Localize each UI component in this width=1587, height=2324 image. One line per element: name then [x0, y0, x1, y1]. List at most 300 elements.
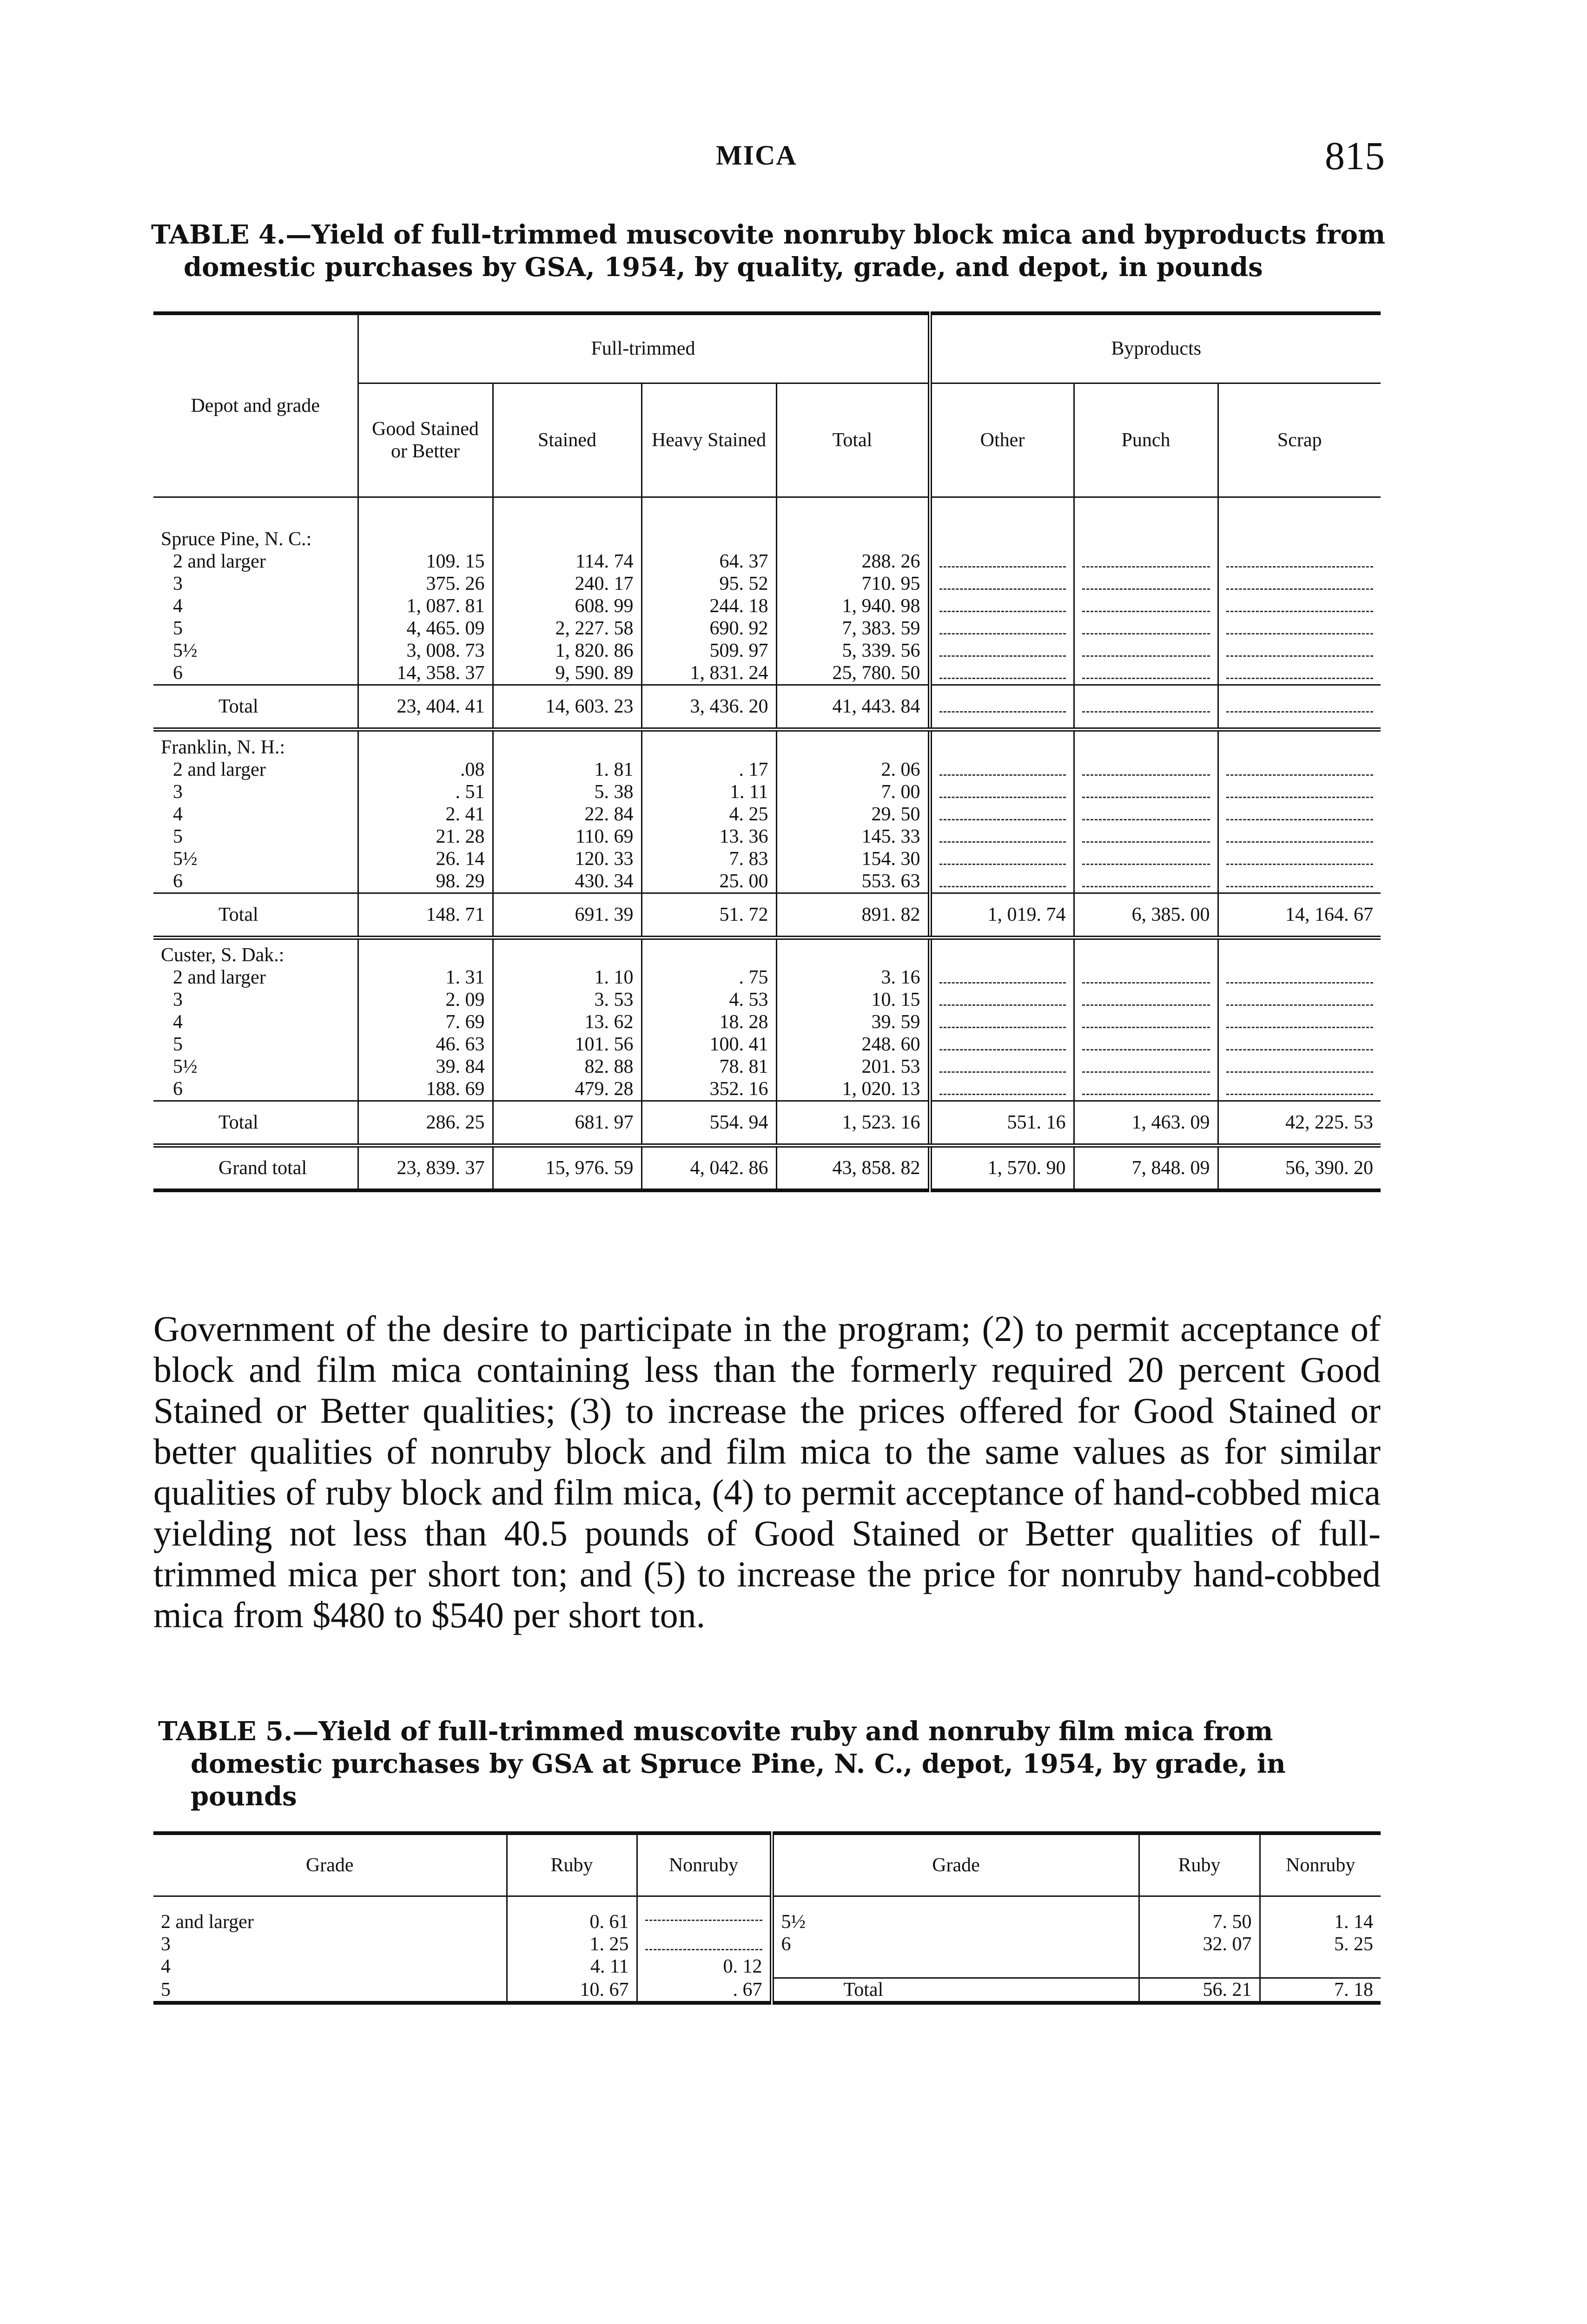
cell-nonruby	[637, 1896, 772, 1933]
t5-col-grade-left: Grade	[305, 1854, 354, 1876]
cell-punch	[1074, 573, 1218, 595]
depot-name: Spruce Pine, N. C.:	[161, 528, 312, 550]
leader-dots	[1226, 873, 1374, 887]
grand-heavy: 4, 042. 86	[641, 1146, 776, 1190]
empty-cell	[641, 938, 776, 966]
cell-good: 46. 63	[358, 1033, 493, 1056]
col-header-heavy: Heavy Stained	[641, 383, 776, 497]
cell-nonruby	[637, 1933, 772, 1955]
leader-dots	[1082, 598, 1210, 612]
cell-punch	[1074, 781, 1218, 803]
cell-stained: 240. 17	[493, 573, 641, 595]
leader-dots	[939, 698, 1066, 713]
cell-heavy: 95. 52	[641, 573, 776, 595]
leader-dots	[1082, 575, 1210, 590]
t5-col-ruby-right: Ruby	[1139, 1833, 1260, 1896]
empty-cell	[1074, 938, 1218, 966]
empty-cell	[1139, 1955, 1260, 1978]
leader-dots	[1082, 642, 1210, 657]
leader-dots	[939, 598, 1066, 612]
cell-ruby: 1. 25	[507, 1933, 637, 1955]
total-other	[930, 685, 1074, 730]
empty-cell	[641, 730, 776, 759]
cell-scrap	[1218, 870, 1381, 893]
cell-stained: 430. 34	[493, 870, 641, 893]
cell-stained: 2, 227. 58	[493, 617, 641, 640]
cell-stained: 3. 53	[493, 989, 641, 1011]
col-header-scrap: Scrap	[1218, 383, 1381, 497]
leader-dots	[1226, 1058, 1374, 1073]
grade-label: 5½	[772, 1896, 1139, 1933]
cell-scrap	[1218, 989, 1381, 1011]
total-nonruby: 7. 18	[1260, 1978, 1381, 2003]
grand-total: 43, 858. 82	[776, 1146, 930, 1190]
grade-label: 5	[173, 618, 183, 639]
grade-label: 6	[173, 870, 183, 892]
body-paragraph: Government of the desire to participate in the program; (2) to permit acceptance of block and film mica containing less than the formerly required 20 percent Good Stained or Better qualities; (3) to increase the prices offered for Good Stained or better qualities of nonruby block and film mica to the same values as for similar qualities of ruby block and film mica, (4) to permit acceptance of hand-cobbed mica yielding not less than 40.5 pounds of Good Stained or Better qualities of full-trimmed mica per short ton; and (5) to increase the price for nonruby hand-cobbed mica from $480 to $540 per short ton.	[153, 1308, 1381, 1635]
cell-total: 29. 50	[776, 803, 930, 825]
cell-punch	[1074, 989, 1218, 1011]
cell-ruby: 7. 50	[1139, 1896, 1260, 1933]
cell-punch	[1074, 662, 1218, 685]
total-stained: 681. 97	[493, 1101, 641, 1146]
leader-dots	[939, 665, 1066, 679]
total-label: Total	[153, 893, 358, 938]
leader-dots	[1226, 665, 1374, 679]
leader-dots	[939, 642, 1066, 657]
leader-dots	[1082, 1058, 1210, 1073]
total-label: Total	[153, 685, 358, 730]
leader-dots	[1226, 642, 1374, 657]
leader-dots	[1082, 761, 1210, 776]
cell-stained: 9, 590. 89	[493, 662, 641, 685]
grade-label: 4	[173, 1011, 183, 1033]
grand-punch: 7, 848. 09	[1074, 1146, 1218, 1190]
t5-col-ruby-left: Ruby	[507, 1833, 637, 1896]
cell-scrap	[1218, 550, 1381, 573]
cell-stained: 22. 84	[493, 803, 641, 825]
table-row	[153, 803, 1381, 825]
leader-dots	[939, 1081, 1066, 1095]
cell-other	[930, 825, 1074, 848]
cell-stained: 82. 88	[493, 1056, 641, 1078]
table-row	[153, 1011, 1381, 1033]
cell-punch	[1074, 803, 1218, 825]
empty-cell	[358, 938, 493, 966]
cell-punch	[1074, 1011, 1218, 1033]
leader-dots	[1226, 553, 1374, 568]
cell-good: .08	[358, 759, 493, 781]
leader-dots	[1082, 969, 1210, 984]
empty-cell	[493, 730, 641, 759]
cell-good: 3, 008. 73	[358, 640, 493, 662]
cell-other	[930, 617, 1074, 640]
leader-dots	[645, 1936, 762, 1950]
table5	[153, 1831, 1381, 2005]
total-punch: 1, 463. 09	[1074, 1101, 1218, 1146]
cell-other	[930, 781, 1074, 803]
total-heavy: 3, 436. 20	[641, 685, 776, 730]
cell-heavy: 4. 53	[641, 989, 776, 1011]
empty-cell	[1074, 497, 1218, 550]
cell-other	[930, 989, 1074, 1011]
cell-heavy: 1. 11	[641, 781, 776, 803]
grade-label: 6	[772, 1933, 1139, 1955]
cell-total: 145. 33	[776, 825, 930, 848]
grade-label: 5	[173, 1034, 183, 1055]
grade-label: 3	[161, 1934, 171, 1955]
leader-dots	[939, 991, 1066, 1006]
cell-other	[930, 662, 1074, 685]
cell-good: . 51	[358, 781, 493, 803]
cell-good: 1, 087. 81	[358, 595, 493, 617]
leader-dots	[939, 553, 1066, 568]
leader-dots	[1082, 851, 1210, 865]
cell-other	[930, 848, 1074, 870]
total-punch: 6, 385. 00	[1074, 893, 1218, 938]
leader-dots	[1226, 1036, 1374, 1050]
empty-cell	[772, 1955, 1139, 1978]
cell-scrap	[1218, 848, 1381, 870]
col-header-good: Good Stained or Better	[358, 383, 493, 497]
leader-dots	[939, 828, 1066, 843]
t5-col-nonruby-right: Nonruby	[1260, 1833, 1381, 1896]
total-label: Total	[153, 1101, 358, 1146]
cell-other	[930, 966, 1074, 989]
total-good: 286. 25	[358, 1101, 493, 1146]
cell-good: 98. 29	[358, 870, 493, 893]
table-row	[153, 550, 1381, 573]
leader-dots	[1082, 991, 1210, 1006]
table5-caption	[158, 1715, 1385, 1813]
leader-dots	[1226, 1014, 1374, 1028]
cell-scrap	[1218, 1078, 1381, 1101]
cell-scrap	[1218, 966, 1381, 989]
leader-dots	[1082, 698, 1210, 713]
cell-punch	[1074, 550, 1218, 573]
leader-dots	[1226, 851, 1374, 865]
total-row	[153, 685, 1381, 730]
cell-other	[930, 1011, 1074, 1033]
group-header-full-trimmed: Full-trimmed	[358, 313, 930, 383]
cell-other	[930, 759, 1074, 781]
cell-stained: 1. 81	[493, 759, 641, 781]
leader-dots	[1082, 1036, 1210, 1050]
empty-cell	[1218, 497, 1381, 550]
cell-scrap	[1218, 781, 1381, 803]
col-header-stained: Stained	[493, 383, 641, 497]
cell-scrap	[1218, 573, 1381, 595]
cell-nonruby: 1. 14	[1260, 1896, 1381, 1933]
cell-good: 4, 465. 09	[358, 617, 493, 640]
cell-punch	[1074, 617, 1218, 640]
grand-other: 1, 570. 90	[930, 1146, 1074, 1190]
grade-label: 4	[173, 595, 183, 617]
total-good: 23, 404. 41	[358, 685, 493, 730]
empty-cell	[1074, 730, 1218, 759]
grade-label: 3	[173, 989, 183, 1010]
table-row	[153, 870, 1381, 893]
cell-stained: 101. 56	[493, 1033, 641, 1056]
cell-other	[930, 595, 1074, 617]
col-header-other: Other	[930, 383, 1074, 497]
grade-label: 2 and larger	[161, 1911, 254, 1933]
cell-ruby: 10. 67	[507, 1978, 637, 2003]
leader-dots	[1226, 1081, 1374, 1095]
cell-scrap	[1218, 1056, 1381, 1078]
cell-ruby: 4. 11	[507, 1955, 637, 1978]
table-row	[153, 1078, 1381, 1101]
total-row	[153, 893, 1381, 938]
cell-other	[930, 640, 1074, 662]
cell-scrap	[1218, 617, 1381, 640]
total-scrap: 14, 164. 67	[1218, 893, 1381, 938]
total-scrap	[1218, 685, 1381, 730]
depot-name: Franklin, N. H.:	[161, 736, 285, 758]
cell-punch	[1074, 759, 1218, 781]
cell-punch	[1074, 825, 1218, 848]
leader-dots	[939, 969, 1066, 984]
total-total: 1, 523. 16	[776, 1101, 930, 1146]
total-total: 891. 82	[776, 893, 930, 938]
total-heavy: 554. 94	[641, 1101, 776, 1146]
cell-total: 154. 30	[776, 848, 930, 870]
empty-cell	[493, 497, 641, 550]
leader-dots	[1082, 806, 1210, 820]
cell-other	[930, 870, 1074, 893]
table-row	[153, 825, 1381, 848]
leader-dots	[1082, 620, 1210, 634]
grand-scrap: 56, 390. 20	[1218, 1146, 1381, 1190]
empty-cell	[776, 938, 930, 966]
cell-scrap	[1218, 825, 1381, 848]
cell-nonruby: . 67	[637, 1978, 772, 2003]
cell-good: 188. 69	[358, 1078, 493, 1101]
cell-total: 10. 15	[776, 989, 930, 1011]
t5-col-grade-right: Grade	[772, 1833, 1139, 1896]
empty-cell	[776, 730, 930, 759]
cell-nonruby: 5. 25	[1260, 1933, 1381, 1955]
table-row	[153, 989, 1381, 1011]
grand-good: 23, 839. 37	[358, 1146, 493, 1190]
cell-good: 375. 26	[358, 573, 493, 595]
cell-punch	[1074, 966, 1218, 989]
cell-heavy: . 75	[641, 966, 776, 989]
cell-scrap	[1218, 803, 1381, 825]
cell-scrap	[1218, 640, 1381, 662]
grade-label: 5	[173, 825, 183, 847]
cell-good: 14, 358. 37	[358, 662, 493, 685]
grand-stained: 15, 976. 59	[493, 1146, 641, 1190]
cell-other	[930, 1056, 1074, 1078]
total-total: 41, 443. 84	[776, 685, 930, 730]
leader-dots	[645, 1907, 762, 1921]
cell-scrap	[1218, 1033, 1381, 1056]
cell-total: 288. 26	[776, 550, 930, 573]
cell-stained: 110. 69	[493, 825, 641, 848]
empty-cell	[1218, 938, 1381, 966]
cell-heavy: 352. 16	[641, 1078, 776, 1101]
cell-good: 21. 28	[358, 825, 493, 848]
grade-label: 2 and larger	[173, 759, 266, 780]
depot-heading-row	[153, 938, 1381, 966]
cell-other	[930, 803, 1074, 825]
total-row	[153, 1101, 1381, 1146]
total-other: 551. 16	[930, 1101, 1074, 1146]
empty-cell	[930, 730, 1074, 759]
leader-dots	[1082, 873, 1210, 887]
table-row	[153, 1978, 1381, 2003]
cell-stained: 114. 74	[493, 550, 641, 573]
cell-other	[930, 550, 1074, 573]
grade-label: 2 and larger	[173, 967, 266, 988]
empty-cell	[930, 497, 1074, 550]
empty-cell	[1260, 1955, 1381, 1978]
empty-cell	[776, 497, 930, 550]
cell-total: 1, 940. 98	[776, 595, 930, 617]
cell-scrap	[1218, 1011, 1381, 1033]
cell-good: 109. 15	[358, 550, 493, 573]
group-header-byproducts: Byproducts	[930, 313, 1381, 383]
leader-dots	[1226, 828, 1374, 843]
col-header-total: Total	[776, 383, 930, 497]
cell-total: 2. 06	[776, 759, 930, 781]
cell-total: 25, 780. 50	[776, 662, 930, 685]
leader-dots	[1082, 553, 1210, 568]
table-row	[153, 595, 1381, 617]
empty-cell	[358, 497, 493, 550]
table-row	[153, 1933, 1381, 1955]
leader-dots	[939, 1014, 1066, 1028]
total-label: Total	[772, 1978, 1139, 2003]
cell-heavy: 100. 41	[641, 1033, 776, 1056]
cell-heavy: . 17	[641, 759, 776, 781]
cell-heavy: 64. 37	[641, 550, 776, 573]
grand-total-row	[153, 1146, 1381, 1190]
cell-good: 39. 84	[358, 1056, 493, 1078]
cell-scrap	[1218, 759, 1381, 781]
depot-heading-row	[153, 497, 1381, 550]
table-row	[153, 781, 1381, 803]
cell-good: 26. 14	[358, 848, 493, 870]
grade-label: 3	[173, 573, 183, 594]
leader-dots	[939, 873, 1066, 887]
page-title: MICA	[716, 140, 797, 171]
grade-label: 4	[173, 803, 183, 825]
table-row	[153, 1033, 1381, 1056]
total-stained: 14, 603. 23	[493, 685, 641, 730]
cell-heavy: 78. 81	[641, 1056, 776, 1078]
leader-dots	[1226, 969, 1374, 984]
leader-dots	[939, 784, 1066, 798]
cell-total: 5, 339. 56	[776, 640, 930, 662]
page-number: 815	[1325, 133, 1385, 178]
cell-heavy: 13. 36	[641, 825, 776, 848]
leader-dots	[1082, 1081, 1210, 1095]
cell-scrap	[1218, 662, 1381, 685]
table-row	[153, 573, 1381, 595]
cell-good: 2. 41	[358, 803, 493, 825]
grade-label: 5½	[173, 848, 198, 870]
cell-nonruby: 0. 12	[637, 1955, 772, 1978]
cell-total: 39. 59	[776, 1011, 930, 1033]
cell-stained: 13. 62	[493, 1011, 641, 1033]
cell-total: 710. 95	[776, 573, 930, 595]
grade-label: 2 and larger	[173, 551, 266, 572]
grade-label: 6	[173, 662, 183, 684]
leader-dots	[1226, 991, 1374, 1006]
cell-punch	[1074, 595, 1218, 617]
total-scrap: 42, 225. 53	[1218, 1101, 1381, 1146]
total-ruby: 56. 21	[1139, 1978, 1260, 2003]
total-heavy: 51. 72	[641, 893, 776, 938]
leader-dots	[1082, 665, 1210, 679]
cell-ruby: 0. 61	[507, 1896, 637, 1933]
table-row	[153, 1955, 1381, 1978]
table5-caption-text: TABLE 5.—Yield of full-trimmed muscovite ruby and nonruby film mica from domestic purchases by GSA at Spruce Pine, N. C., depot, 1954, by grade, in pounds	[158, 1716, 1286, 1812]
leader-dots	[1226, 698, 1374, 713]
total-other: 1, 019. 74	[930, 893, 1074, 938]
table-row	[153, 848, 1381, 870]
cell-total: 201. 53	[776, 1056, 930, 1078]
depot-name: Custer, S. Dak.:	[161, 944, 284, 966]
cell-heavy: 7. 83	[641, 848, 776, 870]
table4-caption-text: TABLE 4.—Yield of full-trimmed muscovite nonruby block mica and byproducts from domestic purchases by GSA, 1954, by quality, grade, and depot, in pounds	[151, 219, 1386, 283]
cell-other	[930, 573, 1074, 595]
grade-label: 3	[173, 781, 183, 803]
cell-punch	[1074, 1033, 1218, 1056]
cell-punch	[1074, 1078, 1218, 1101]
table-row	[153, 966, 1381, 989]
grade-label: 6	[173, 1078, 183, 1100]
leader-dots	[1082, 1014, 1210, 1028]
cell-heavy: 690. 92	[641, 617, 776, 640]
table4-caption	[151, 218, 1388, 284]
cell-good: 7. 69	[358, 1011, 493, 1033]
leader-dots	[1226, 784, 1374, 798]
leader-dots	[1226, 575, 1374, 590]
empty-cell	[358, 730, 493, 759]
cell-heavy: 4. 25	[641, 803, 776, 825]
col-header-punch: Punch	[1074, 383, 1218, 497]
grand-total-label: Grand total	[218, 1157, 307, 1179]
cell-other	[930, 1033, 1074, 1056]
empty-cell	[1218, 730, 1381, 759]
cell-good: 2. 09	[358, 989, 493, 1011]
cell-total: 248. 60	[776, 1033, 930, 1056]
grade-label: 5½	[173, 1056, 198, 1077]
leader-dots	[1226, 598, 1374, 612]
cell-heavy: 1, 831. 24	[641, 662, 776, 685]
cell-heavy: 25. 00	[641, 870, 776, 893]
t5-col-nonruby-left: Nonruby	[637, 1833, 772, 1896]
cell-stained: 1, 820. 86	[493, 640, 641, 662]
grade-label: 5	[161, 1979, 171, 2000]
leader-dots	[939, 575, 1066, 590]
cell-punch	[1074, 848, 1218, 870]
leader-dots	[1082, 828, 1210, 843]
total-good: 148. 71	[358, 893, 493, 938]
depot-heading-row	[153, 730, 1381, 759]
cell-total: 7. 00	[776, 781, 930, 803]
cell-heavy: 18. 28	[641, 1011, 776, 1033]
grade-label: 4	[161, 1956, 171, 1977]
leader-dots	[1226, 806, 1374, 820]
empty-cell	[641, 497, 776, 550]
leader-dots	[939, 806, 1066, 820]
cell-stained: 1. 10	[493, 966, 641, 989]
cell-heavy: 509. 97	[641, 640, 776, 662]
